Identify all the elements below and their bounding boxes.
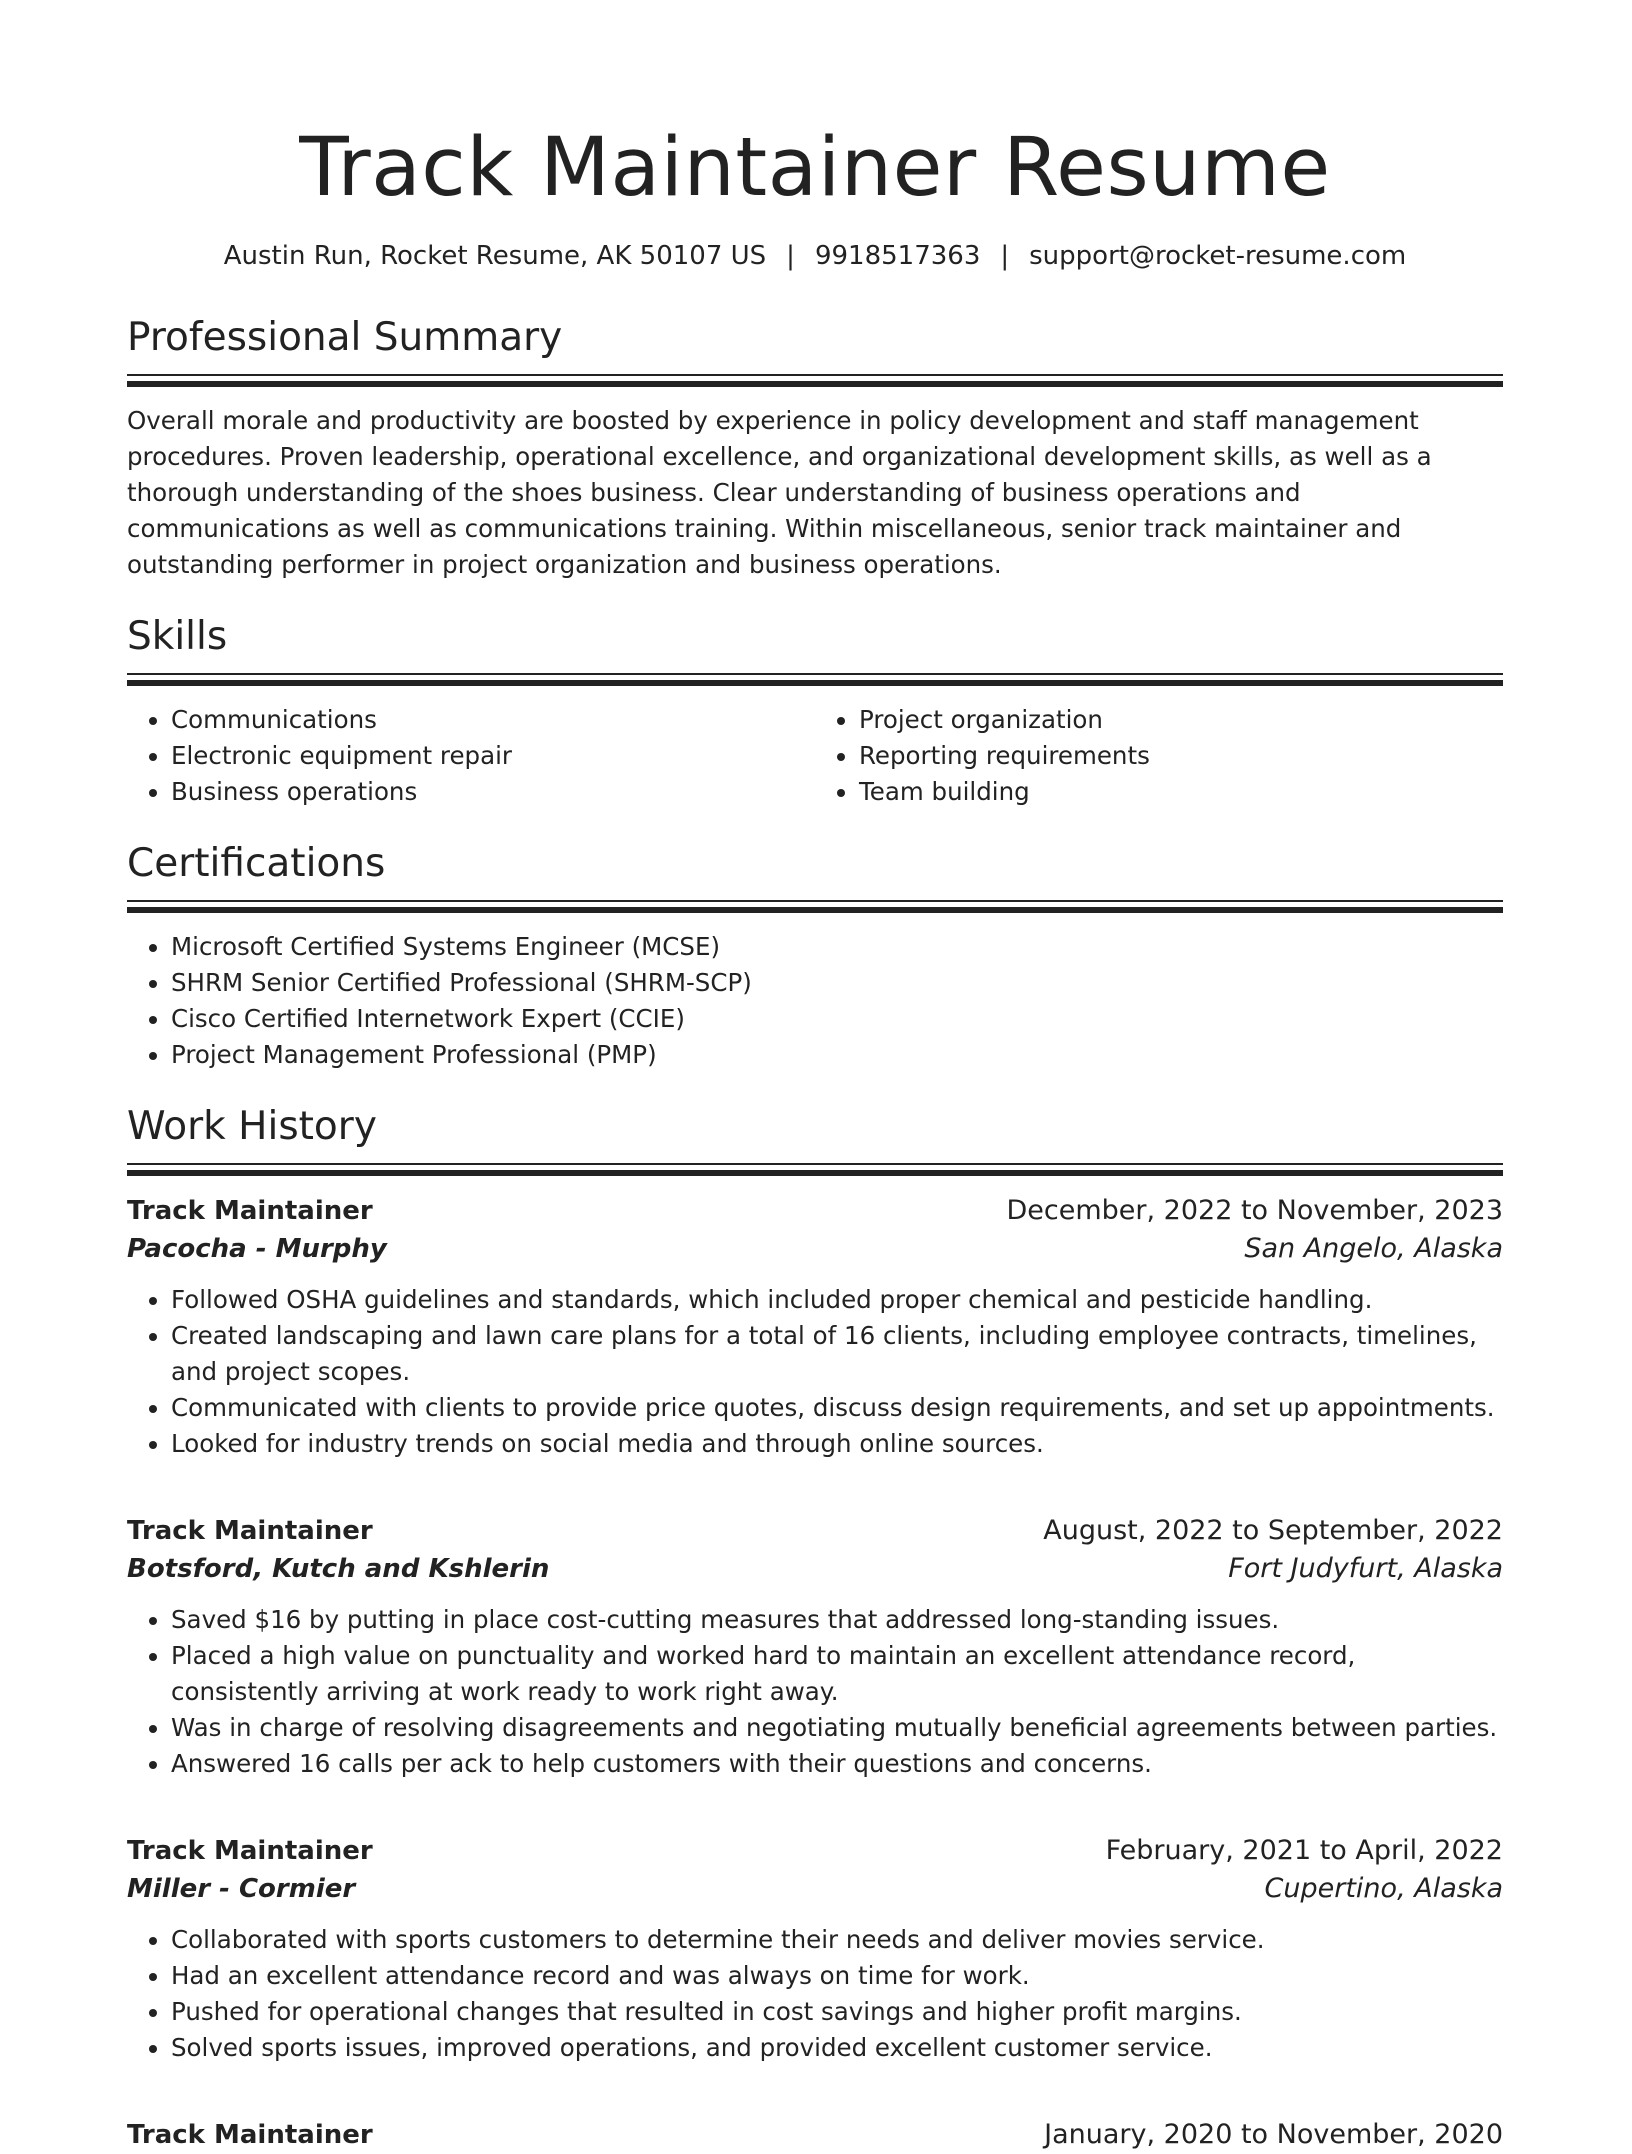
certifications-section <box>127 840 1503 1073</box>
skill-item: • Team building <box>859 774 1503 810</box>
job-header <box>127 1832 1503 1870</box>
job-title: Track Maintainer <box>127 1836 373 1866</box>
summary-text: Overall morale and productivity are boosted by experience in policy development and staff management procedures. Proven leadership, operational excellence, and organizational development skills, as well as a thorough understanding of the shoes business. Clear understanding of business operations and communications as well as communications training. Within miscellaneous, senior track maintainer and outstanding performer in project organization and business operations. <box>127 406 1432 579</box>
certification-item: • Project Management Professional (PMP) <box>171 1037 1503 1073</box>
job-subheader <box>127 1230 1503 1268</box>
skills-section <box>127 613 1503 810</box>
job-header <box>127 2116 1503 2154</box>
page-title: Track Maintainer Resume <box>299 121 1331 215</box>
job-company: Botsford, Kutch and Kshlerin <box>127 1554 550 1584</box>
job-title: Track Maintainer <box>127 2120 373 2150</box>
job-entry <box>127 1512 1503 1782</box>
certification-item: • SHRM Senior Certified Professional (SHRM-SCP) <box>171 965 1503 1001</box>
job-location: San Angelo, Alaska <box>1244 1233 1503 1264</box>
summary-heading: Professional Summary <box>127 315 563 360</box>
job-location: Fort Judyfurt, Alaska <box>1228 1553 1503 1584</box>
job-bullet: • Saved $16 by putting in place cost-cutting measures that addressed long-standing issues. <box>171 1602 1503 1638</box>
job-entry <box>127 2116 1503 2154</box>
skills-list-left <box>127 702 815 810</box>
job-location: Cupertino, Alaska <box>1264 1873 1503 1904</box>
section-divider <box>127 1163 1503 1165</box>
section-divider-thick <box>127 680 1503 686</box>
skills-heading: Skills <box>127 614 228 659</box>
section-divider-thick <box>127 1170 1503 1176</box>
skills-list-right <box>815 702 1503 810</box>
section-divider-thick <box>127 907 1503 913</box>
job-bullet: • Pushed for operational changes that resulted in cost savings and higher profit margins. <box>171 1994 1503 2030</box>
summary-section <box>127 314 1503 583</box>
job-header <box>127 1512 1503 1550</box>
skill-item: • Electronic equipment repair <box>171 738 815 774</box>
job-bullet: • Created landscaping and lawn care plans for a total of 16 clients, including employee contracts, timelines, and project scopes. <box>171 1318 1503 1390</box>
job-bullet: • Collaborated with sports customers to determine their needs and deliver movies service. <box>171 1922 1503 1958</box>
section-divider-thick <box>127 381 1503 387</box>
skills-columns <box>127 702 1503 810</box>
job-bullets <box>127 1602 1503 1782</box>
job-bullet: • Was in charge of resolving disagreements and negotiating mutually beneficial agreements between parties. <box>171 1710 1503 1746</box>
section-divider <box>127 900 1503 902</box>
job-company: Miller - Cormier <box>127 1874 356 1904</box>
job-company: Pacocha - Murphy <box>127 1234 387 1264</box>
job-entry <box>127 1832 1503 2066</box>
work-history-heading: Work History <box>127 1104 377 1149</box>
skill-item: • Communications <box>171 702 815 738</box>
skill-item: • Project organization <box>859 702 1503 738</box>
contact-separator: | <box>1000 241 1010 271</box>
job-bullet: • Communicated with clients to provide price quotes, discuss design requirements, and set up appointments. <box>171 1390 1503 1426</box>
job-dates: January, 2020 to November, 2020 <box>1044 2119 1503 2150</box>
skill-item: • Business operations <box>171 774 815 810</box>
job-bullet: • Answered 16 calls per ack to help customers with their questions and concerns. <box>171 1746 1503 1782</box>
job-bullet: • Followed OSHA guidelines and standards, which included proper chemical and pesticide handling. <box>171 1282 1503 1318</box>
job-header <box>127 1192 1503 1230</box>
certifications-list <box>127 929 1503 1073</box>
job-bullets <box>127 1282 1503 1462</box>
job-bullets <box>127 1922 1503 2066</box>
job-title: Track Maintainer <box>127 1196 373 1226</box>
certification-item: • Microsoft Certified Systems Engineer (MCSE) <box>171 929 1503 965</box>
work-history-section <box>127 1103 1503 2154</box>
contact-line <box>127 238 1503 274</box>
job-dates: August, 2022 to September, 2022 <box>1043 1515 1503 1546</box>
contact-address: Austin Run, Rocket Resume, AK 50107 US <box>223 241 767 271</box>
certifications-heading: Certifications <box>127 841 386 886</box>
section-divider <box>127 374 1503 376</box>
contact-email[interactable]: support@rocket-resume.com <box>1029 241 1407 271</box>
job-bullet: • Had an excellent attendance record and was always on time for work. <box>171 1958 1503 1994</box>
job-bullet: • Solved sports issues, improved operations, and provided excellent customer service. <box>171 2030 1503 2066</box>
job-dates: December, 2022 to November, 2023 <box>1006 1195 1503 1226</box>
section-divider <box>127 673 1503 675</box>
job-entry <box>127 1192 1503 1462</box>
job-subheader <box>127 1870 1503 1908</box>
contact-separator: | <box>786 241 795 271</box>
resume-content <box>127 118 1503 2154</box>
skill-item: • Reporting requirements <box>859 738 1503 774</box>
contact-phone: 9918517363 <box>814 241 981 271</box>
job-subheader <box>127 1550 1503 1588</box>
job-title: Track Maintainer <box>127 1516 373 1546</box>
job-bullet: • Placed a high value on punctuality and worked hard to maintain an excellent attendance record, consistently arriving at work ready to work right away. <box>171 1638 1503 1710</box>
job-dates: February, 2021 to April, 2022 <box>1105 1835 1503 1866</box>
job-bullet: • Looked for industry trends on social media and through online sources. <box>171 1426 1503 1462</box>
certification-item: • Cisco Certified Internetwork Expert (CCIE) <box>171 1001 1503 1037</box>
